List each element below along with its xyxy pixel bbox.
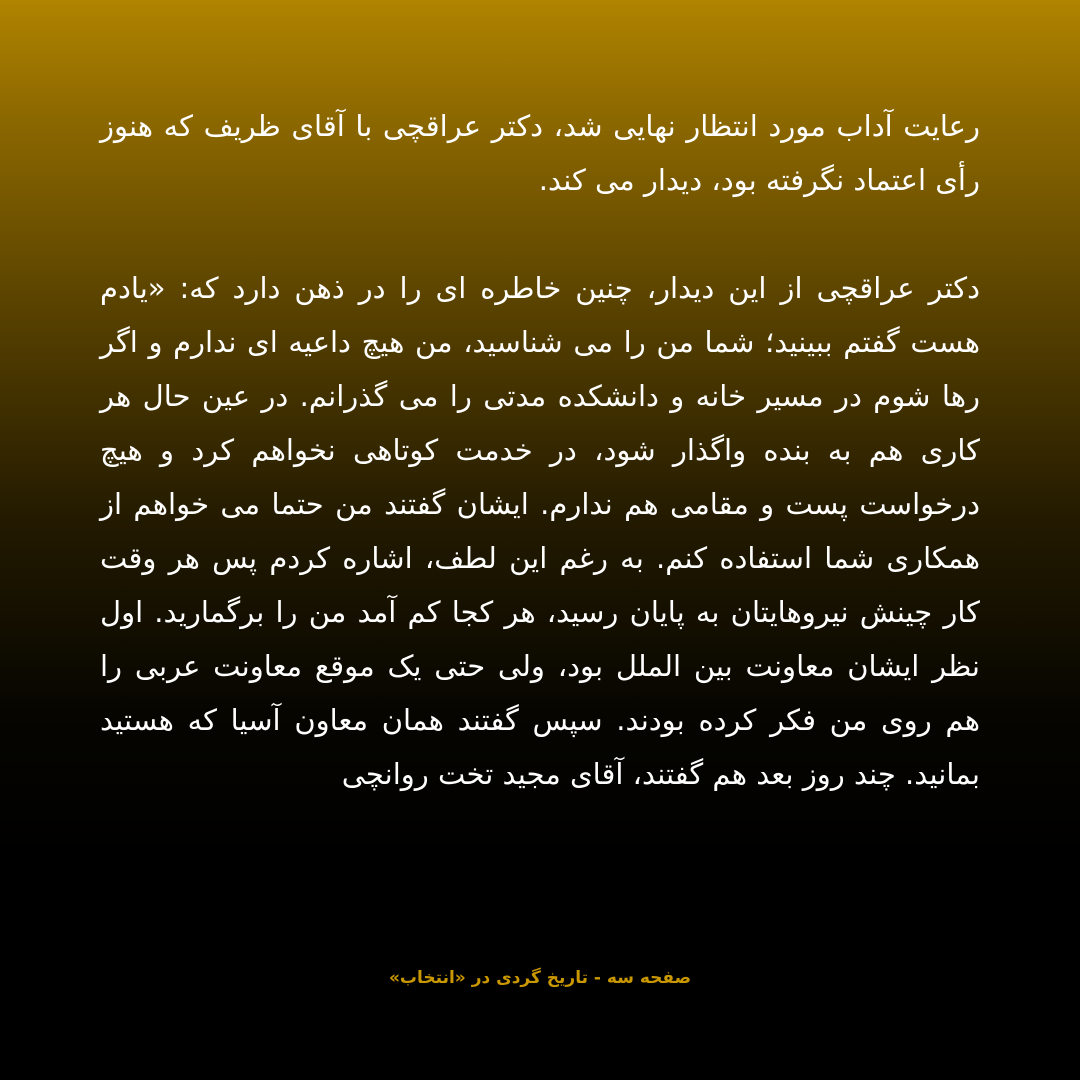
paragraph-intro: رعایت آداب مورد انتظار نهایی شد، دکتر عراقچی با آقای ظریف که هنوز رأی اعتماد نگرفته بود، دیدار می کند. <box>100 109 980 197</box>
paragraph-memoir: دکتر عراقچی از این دیدار، چنین خاطره ای را در ذهن دارد که: «یادم هست گفتم ببینید؛ شما من را می شناسید، من هیچ داعیه ای ندارم و اگر رها شوم در مسیر خانه و دانشکده مدتی را می گذرانم. در عین حال هر کاری هم به بنده واگذار شود، در خدمت کوتاهی نخواهم کرد و هیچ درخواست پست و مقامی هم ندارم. ایشان گفتند من حتما می خواهم از همکاری شما استفاده کنم. به رغم این لطف، اشاره کردم پس هر وقت کار چینش نیروهایتان به پایان رسید، هر کجا کم آمد من را برگمارید. اول نظر ایشان معاونت بین الملل بود، ولی حتی یک موقع معاونت عربی را هم روی من فکر کرده بودند. سپس گفتند همان معاون آسیا که هستید بمانید. چند روز بعد هم گفتند، آقای مجید تخت روانچی <box>100 271 980 791</box>
footer-caption: صفحه سه - تاریخ گردی در «انتخاب» <box>388 968 692 988</box>
